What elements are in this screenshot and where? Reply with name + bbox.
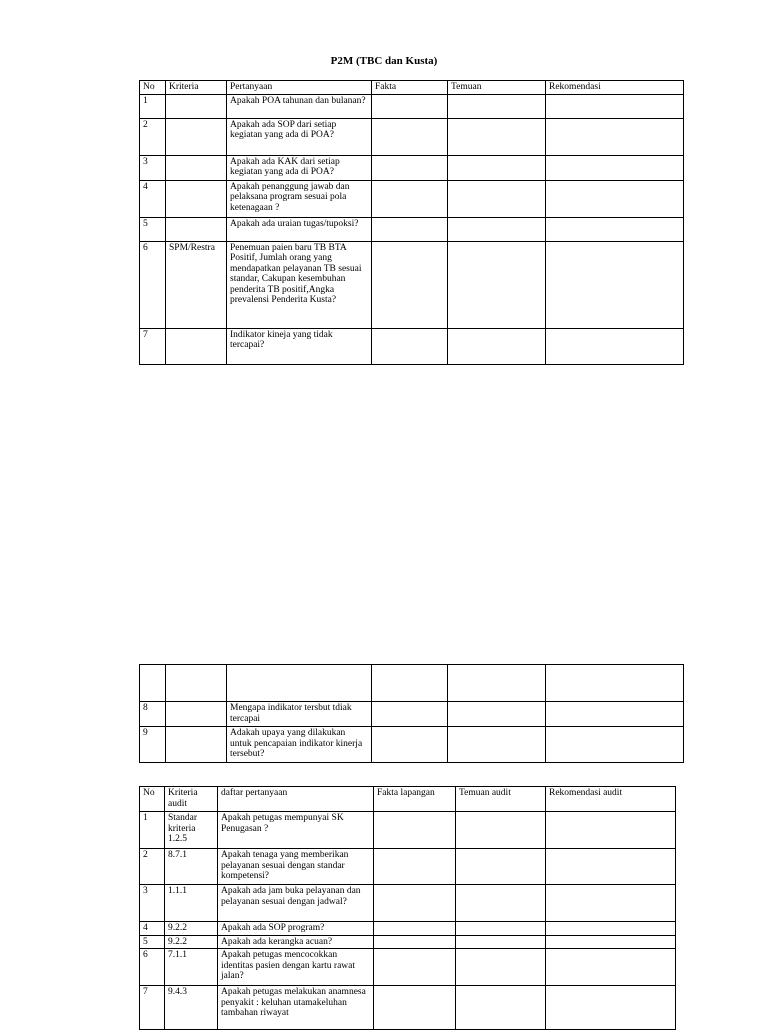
cell-rekomendasi <box>546 180 684 217</box>
cell-no <box>140 665 166 702</box>
table-row <box>140 986 676 1030</box>
header-fakta-lapangan: Fakta lapangan <box>374 787 456 812</box>
cell-pertanyaan: Apakah ada uraian tugas/tupoksi? <box>227 217 372 241</box>
cell-kriteria <box>166 155 227 180</box>
cell-temuan <box>448 94 546 118</box>
table-row <box>140 665 684 702</box>
cell-temuan <box>448 665 546 702</box>
cell-no: 1 <box>140 94 166 118</box>
header-no: No <box>140 787 165 812</box>
cell-pertanyaan <box>227 665 372 702</box>
cell-fakta <box>374 922 456 936</box>
cell-temuan <box>456 986 546 1030</box>
cell-kriteria <box>166 727 227 763</box>
cell-fakta <box>374 885 456 922</box>
cell-rekomendasi <box>546 702 684 727</box>
table-row <box>140 849 676 885</box>
cell-temuan <box>456 849 546 885</box>
cell-rekomendasi <box>546 812 676 849</box>
cell-temuan <box>448 727 546 763</box>
cell-fakta <box>372 155 448 180</box>
cell-rekomendasi <box>546 217 684 241</box>
cell-rekomendasi <box>546 949 676 986</box>
header-fakta: Fakta <box>372 81 448 95</box>
cell-rekomendasi <box>546 94 684 118</box>
header-pertanyaan: Pertanyaan <box>227 81 372 95</box>
cell-no: 4 <box>140 180 166 217</box>
table-row <box>140 949 676 986</box>
cell-pertanyaan: Apakah ada KAK dari setiap kegiatan yang ada di POA? <box>227 155 372 180</box>
table-row <box>140 155 684 180</box>
cell-pertanyaan: Indikator kineja yang tidak tercapai? <box>227 328 372 364</box>
table-row <box>140 94 684 118</box>
cell-pertanyaan: Apakah petugas melakukan anamnesa penyakit : keluhan utamakeluhan tambahan riwayat <box>218 986 374 1030</box>
header-kriteria: Kriteria <box>166 81 227 95</box>
cell-kriteria <box>166 217 227 241</box>
cell-fakta <box>372 217 448 241</box>
cell-fakta <box>374 812 456 849</box>
cell-no: 1 <box>140 812 165 849</box>
cell-temuan <box>448 241 546 328</box>
cell-no: 4 <box>140 922 165 936</box>
cell-no: 6 <box>140 949 165 986</box>
cell-temuan <box>456 922 546 936</box>
table-row <box>140 727 684 763</box>
table-row <box>140 812 676 849</box>
cell-fakta <box>372 241 448 328</box>
cell-fakta <box>372 94 448 118</box>
cell-no: 3 <box>140 155 166 180</box>
cell-rekomendasi <box>546 155 684 180</box>
cell-pertanyaan: Apakah ada jam buka pelayanan dan pelayanan sesuai dengan jadwal? <box>218 885 374 922</box>
cell-fakta <box>374 935 456 949</box>
cell-temuan <box>448 155 546 180</box>
audit-table-continuation <box>139 664 684 763</box>
cell-kriteria: SPM/Restra <box>166 241 227 328</box>
header-rekomendasi: Rekomendasi <box>546 81 684 95</box>
cell-fakta <box>374 849 456 885</box>
cell-kriteria <box>166 180 227 217</box>
cell-pertanyaan: Apakah POA tahunan dan bulanan? <box>227 94 372 118</box>
cell-pertanyaan: Apakah petugas mempunyai SK Penugasan ? <box>218 812 374 849</box>
cell-fakta <box>374 986 456 1030</box>
cell-temuan <box>456 949 546 986</box>
table-row <box>140 885 676 922</box>
cell-rekomendasi <box>546 665 684 702</box>
cell-pertanyaan: Apakah ada SOP dari setiap kegiatan yang ada di POA? <box>227 118 372 155</box>
header-daftar-pertanyaan: daftar pertanyaan <box>218 787 374 812</box>
cell-rekomendasi <box>546 986 676 1030</box>
header-temuan-audit: Temuan audit <box>456 787 546 812</box>
cell-temuan <box>448 702 546 727</box>
cell-fakta <box>372 180 448 217</box>
table-row <box>140 328 684 364</box>
cell-temuan <box>448 180 546 217</box>
cell-no: 8 <box>140 702 166 727</box>
cell-fakta <box>374 949 456 986</box>
cell-temuan <box>456 812 546 849</box>
cell-pertanyaan: Apakah tenaga yang memberikan pelayanan sesuai dengan standar kompetensi? <box>218 849 374 885</box>
audit-table-standar <box>139 786 676 1030</box>
cell-kriteria <box>166 665 227 702</box>
cell-kriteria <box>166 118 227 155</box>
header-temuan: Temuan <box>448 81 546 95</box>
cell-rekomendasi <box>546 922 676 936</box>
cell-kriteria <box>166 94 227 118</box>
cell-fakta <box>372 727 448 763</box>
cell-temuan <box>448 118 546 155</box>
cell-temuan <box>456 935 546 949</box>
cell-rekomendasi <box>546 727 684 763</box>
cell-pertanyaan: Apakah penanggung jawab dan pelaksana program sesuai pola ketenagaan ? <box>227 180 372 217</box>
cell-kriteria: 9.2.2 <box>165 922 218 936</box>
cell-fakta <box>372 328 448 364</box>
cell-no: 9 <box>140 727 166 763</box>
cell-rekomendasi <box>546 935 676 949</box>
cell-temuan <box>448 328 546 364</box>
cell-no: 7 <box>140 328 166 364</box>
cell-pertanyaan: Penemuan paien baru TB BTA Positif, Jumlah orang yang mendapatkan pelayanan TB sesuai standar, Cakupan kesembuhan penderita TB positif,Angka prevalensi Penderita Kusta? <box>227 241 372 328</box>
cell-temuan <box>448 217 546 241</box>
cell-fakta <box>372 702 448 727</box>
cell-kriteria: Standar kriteria 1.2.5 <box>165 812 218 849</box>
cell-rekomendasi <box>546 241 684 328</box>
cell-pertanyaan: Apakah ada SOP program? <box>218 922 374 936</box>
table-header-row <box>140 81 684 95</box>
table-row <box>140 180 684 217</box>
table-header-row <box>140 787 676 812</box>
table-row <box>140 118 684 155</box>
cell-temuan <box>456 885 546 922</box>
cell-kriteria: 9.4.3 <box>165 986 218 1030</box>
cell-kriteria: 1.1.1 <box>165 885 218 922</box>
cell-pertanyaan: Adakah upaya yang dilakukan untuk pencapaian indikator kinerja tersebut? <box>227 727 372 763</box>
header-kriteria-audit: Kriteria audit <box>165 787 218 812</box>
cell-fakta <box>372 665 448 702</box>
table-row <box>140 702 684 727</box>
cell-pertanyaan: Apakah petugas mencocokkan identitas pasien dengan kartu rawat jalan? <box>218 949 374 986</box>
cell-no: 2 <box>140 849 165 885</box>
table-row <box>140 935 676 949</box>
table-row <box>140 241 684 328</box>
cell-kriteria <box>166 328 227 364</box>
cell-kriteria: 8.7.1 <box>165 849 218 885</box>
cell-no: 7 <box>140 986 165 1030</box>
table-row <box>140 922 676 936</box>
cell-rekomendasi <box>546 328 684 364</box>
cell-kriteria: 9.2.2 <box>165 935 218 949</box>
cell-kriteria: 7.1.1 <box>165 949 218 986</box>
cell-rekomendasi <box>546 885 676 922</box>
cell-rekomendasi <box>546 849 676 885</box>
cell-kriteria <box>166 702 227 727</box>
cell-no: 5 <box>140 935 165 949</box>
cell-fakta <box>372 118 448 155</box>
cell-no: 2 <box>140 118 166 155</box>
cell-no: 6 <box>140 241 166 328</box>
header-rekomendasi-audit: Rekomendasi audit <box>546 787 676 812</box>
table-row <box>140 217 684 241</box>
cell-no: 3 <box>140 885 165 922</box>
cell-pertanyaan: Apakah ada kerangka acuan? <box>218 935 374 949</box>
page-title: P2M (TBC dan Kusta) <box>330 55 438 67</box>
cell-pertanyaan: Mengapa indikator tersbut tdiak tercapai <box>227 702 372 727</box>
header-no: No <box>140 81 166 95</box>
cell-rekomendasi <box>546 118 684 155</box>
cell-no: 5 <box>140 217 166 241</box>
audit-table-p2m <box>139 80 684 365</box>
